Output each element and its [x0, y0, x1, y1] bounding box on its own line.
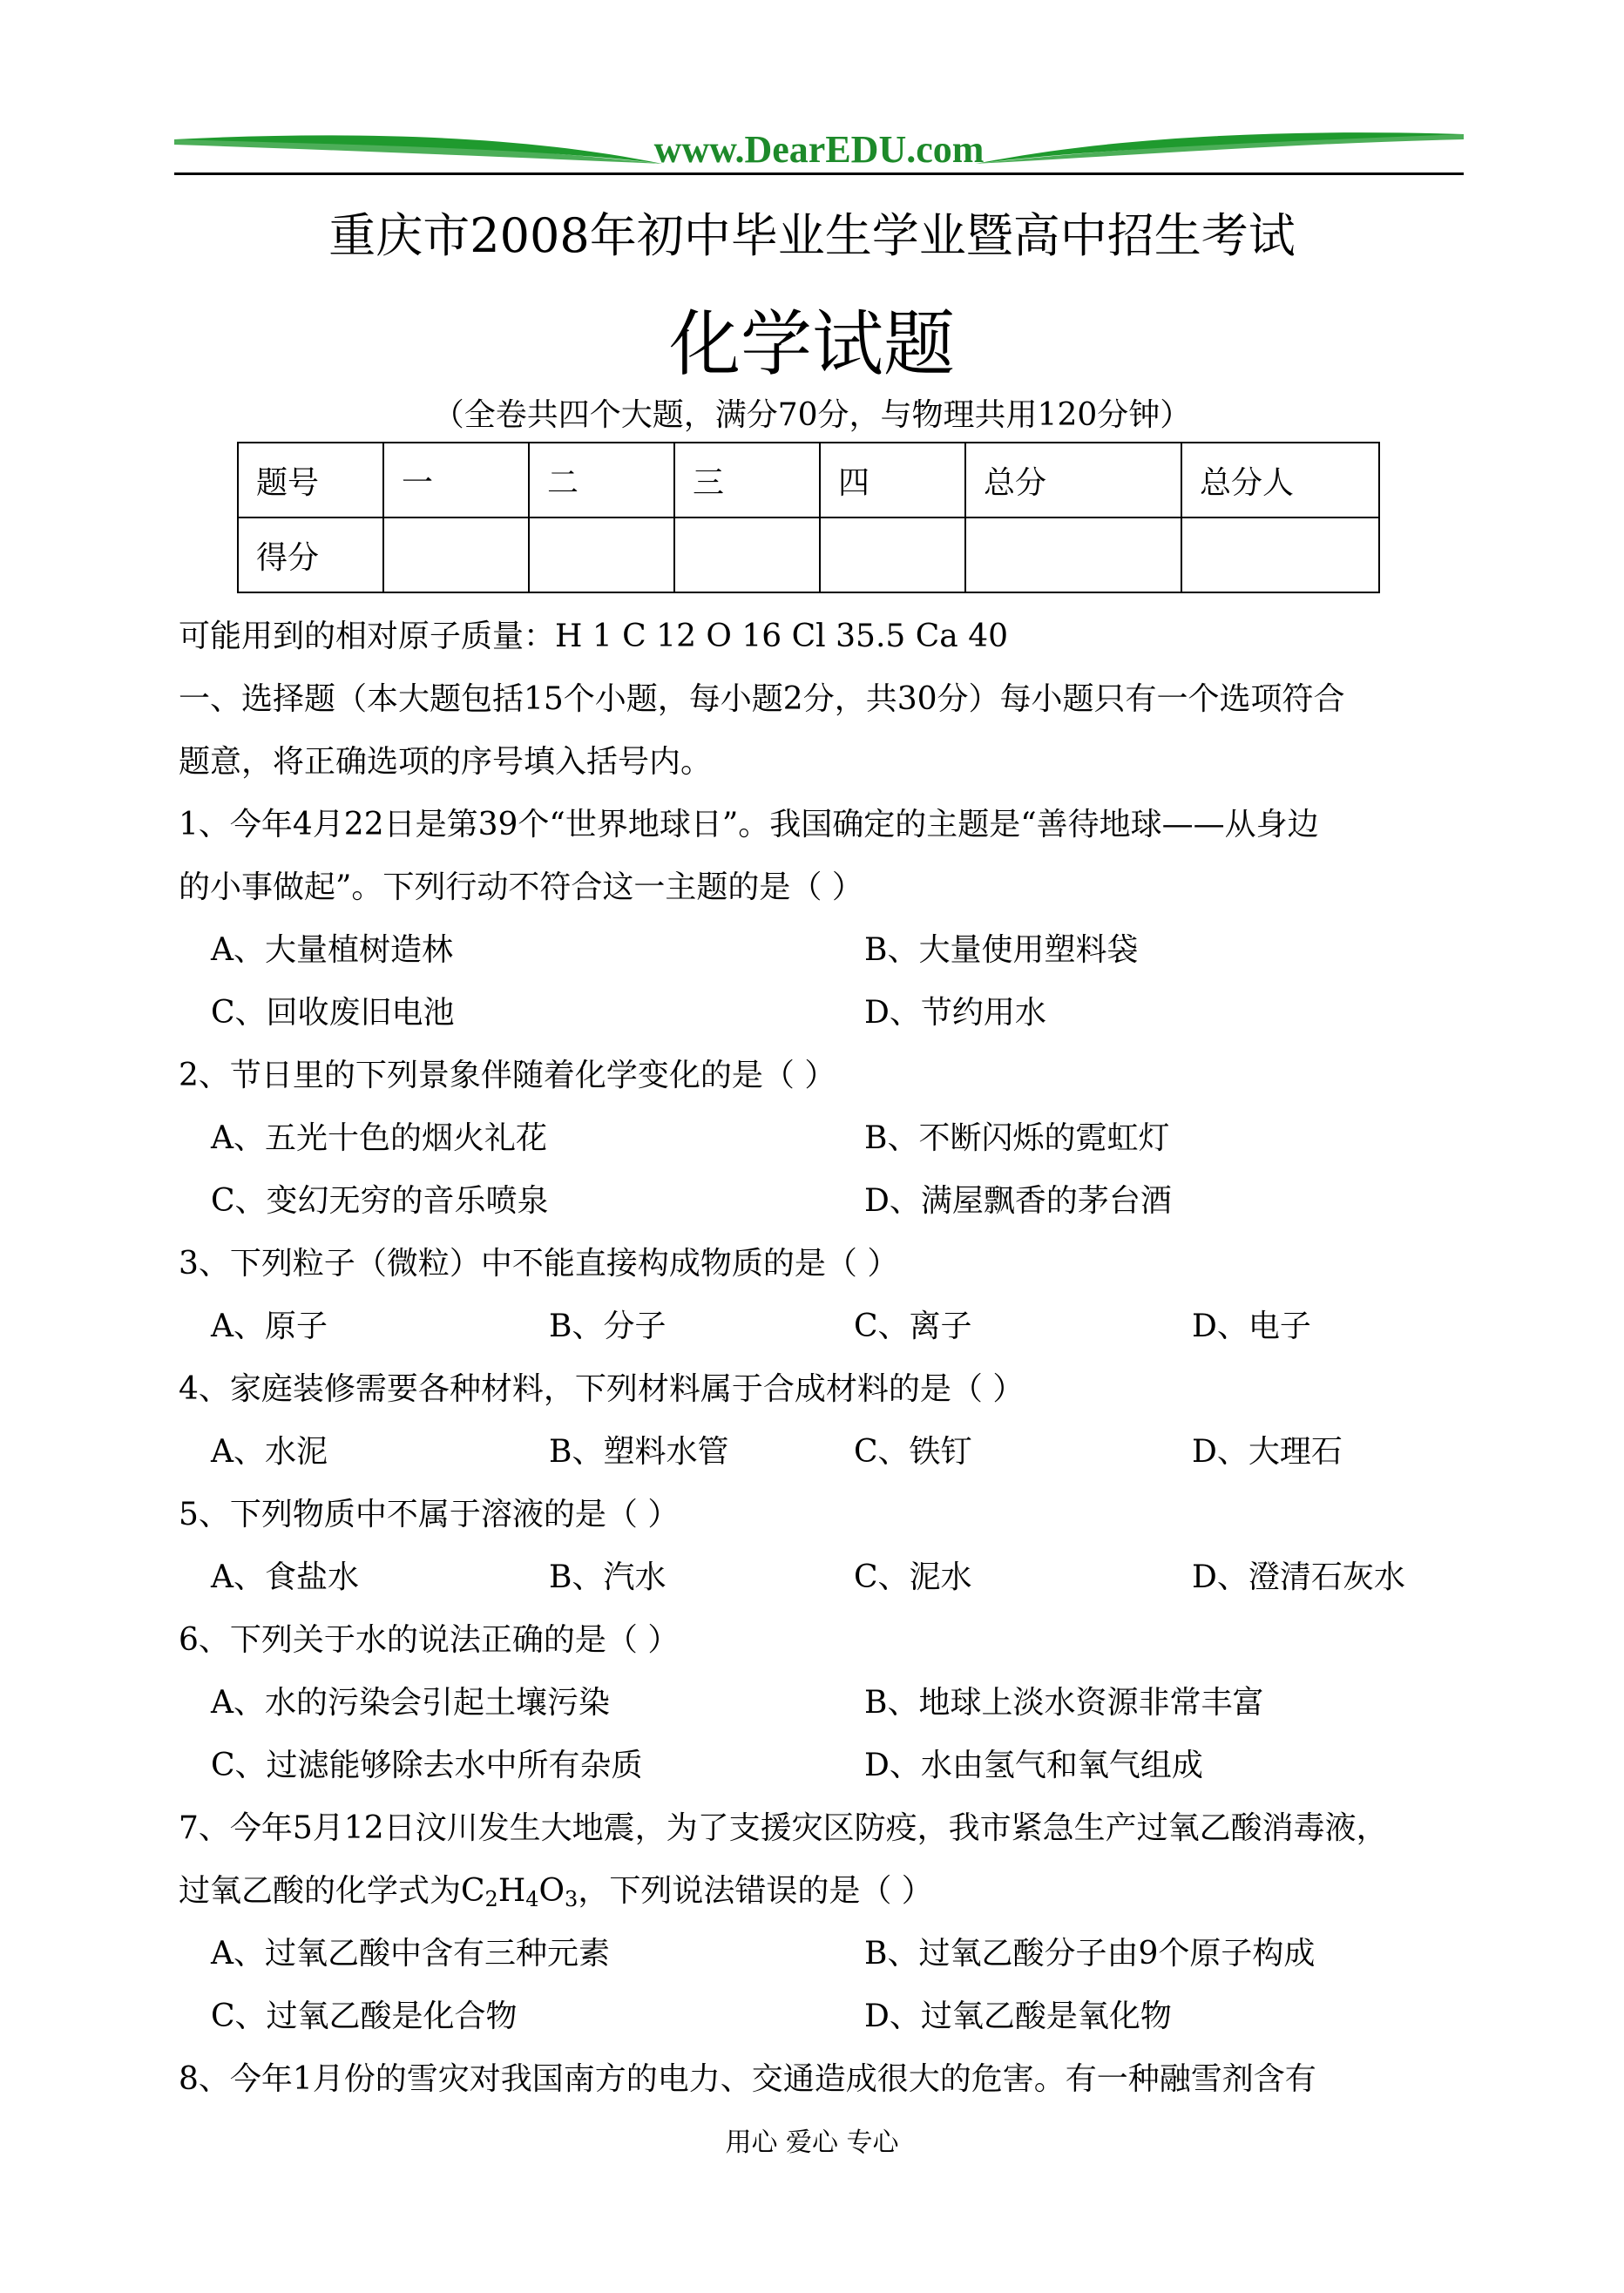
option-b: B、大量使用塑料袋: [864, 932, 1139, 968]
score-entry-cell[interactable]: [820, 517, 965, 592]
exam-note: （全卷共四个大题，满分70分，与物理共用120分钟）: [432, 397, 1192, 433]
table-cell: 四: [820, 443, 965, 517]
question-stem: 的小事做起”。下列行动不符合这一主题的是（ ）: [179, 869, 863, 905]
option-a: A、过氧乙酸中含有三种元素: [211, 1936, 610, 1972]
table-cell: 总分人: [1181, 443, 1379, 517]
table-cell: 一: [383, 443, 529, 517]
option-b: B、汽水: [549, 1559, 667, 1595]
option-d: D、水由氢气和氧气组成: [864, 1748, 1203, 1783]
option-c: C、离子: [854, 1309, 972, 1344]
score-entry-cell[interactable]: [1181, 517, 1379, 592]
table-cell: 题号: [238, 443, 383, 517]
option-d: D、满屋飘香的茅台酒: [864, 1183, 1172, 1219]
score-table-header-row: [238, 443, 1379, 517]
table-cell: 总分: [965, 443, 1181, 517]
question-stem: 5、下列物质中不属于溶液的是（ ）: [179, 1497, 680, 1532]
option-a: A、食盐水: [211, 1559, 359, 1595]
option-c: C、变幻无穷的音乐喷泉: [211, 1183, 549, 1219]
option-b: B、塑料水管: [549, 1434, 729, 1470]
table-cell: 得分: [238, 517, 383, 592]
header-rule: [174, 172, 1464, 175]
question-stem: 6、下列关于水的说法正确的是（ ）: [179, 1622, 680, 1658]
page-footer: 用心 爱心 专心: [725, 2127, 899, 2158]
question-stem: 7、今年5月12日汶川发生大地震，为了支援灾区防疫，我市紧急生产过氧乙酸消毒液，: [179, 1810, 1388, 1846]
option-c: C、泥水: [854, 1559, 972, 1595]
stem-text: 过氧乙酸的化学式为C: [179, 1873, 485, 1909]
score-table: [237, 442, 1380, 593]
score-entry-cell[interactable]: [529, 517, 674, 592]
formula-element: H: [497, 1873, 526, 1909]
logo-text: www.DearEDU.com: [653, 128, 985, 171]
question-stem: 8、今年1月份的雪灾对我国南方的电力、交通造成很大的危害。有一种融雪剂含有: [179, 2061, 1316, 2097]
formula-subscript: 2: [484, 1887, 498, 1911]
score-entry-cell[interactable]: [965, 517, 1181, 592]
option-b: B、地球上淡水资源非常丰富: [864, 1685, 1264, 1721]
section-instructions-cont: 题意，将正确选项的序号填入括号内。: [179, 744, 713, 780]
option-a: A、水泥: [211, 1434, 328, 1470]
formula-element: O: [538, 1873, 565, 1909]
table-cell: 二: [529, 443, 674, 517]
score-entry-cell[interactable]: [383, 517, 529, 592]
exam-title: 重庆市2008年初中毕业生学业暨高中招生考试: [328, 208, 1296, 263]
option-a: A、五光十色的烟火礼花: [211, 1120, 547, 1156]
option-c: C、过氧乙酸是化合物: [211, 1999, 518, 2034]
option-d: D、大理石: [1192, 1434, 1343, 1470]
formula-subscript: 4: [525, 1887, 539, 1911]
subject-title: 化学试题: [668, 303, 955, 386]
option-b: B、过氧乙酸分子由9个原子构成: [864, 1936, 1316, 1972]
option-c: C、铁钉: [854, 1434, 972, 1470]
question-stem: 4、家庭装修需要各种材料，下列材料属于合成材料的是（ ）: [179, 1371, 1025, 1407]
table-cell: 三: [674, 443, 820, 517]
option-a: A、原子: [211, 1309, 328, 1344]
formula-subscript: 3: [565, 1887, 579, 1911]
option-d: D、电子: [1192, 1309, 1311, 1344]
option-d: D、澄清石灰水: [1192, 1559, 1405, 1595]
option-b: B、不断闪烁的霓虹灯: [864, 1120, 1170, 1156]
question-stem: 2、节日里的下列景象伴随着化学变化的是（ ）: [179, 1058, 836, 1093]
option-a: A、大量植树造林: [211, 932, 453, 968]
stem-text: ，下列说法错误的是（ ）: [578, 1873, 933, 1909]
option-d: D、过氧乙酸是氧化物: [864, 1999, 1172, 2034]
option-b: B、分子: [549, 1309, 667, 1344]
question-stem: 3、下列粒子（微粒）中不能直接构成物质的是（ ）: [179, 1246, 899, 1282]
site-logo: [174, 122, 1464, 174]
score-entry-cell[interactable]: [674, 517, 820, 592]
option-c: C、过滤能够除去水中所有杂质: [211, 1748, 643, 1783]
section-instructions: 一、选择题（本大题包括15个小题，每小题2分，共30分）每小题只有一个选项符合: [179, 681, 1345, 717]
option-c: C、回收废旧电池: [211, 995, 455, 1031]
atomic-mass-line: 可能用到的相对原子质量：H 1 C 12 O 16 Cl 35.5 Ca 40: [179, 619, 1008, 654]
score-table-score-row: [238, 517, 1379, 592]
option-d: D、节约用水: [864, 995, 1046, 1031]
question-stem: 1、今年4月22日是第39个“世界地球日”。我国确定的主题是“善待地球——从身边: [179, 807, 1319, 842]
option-a: A、水的污染会引起土壤污染: [211, 1685, 610, 1721]
question-stem-formula: [179, 1866, 933, 1911]
logo-swoosh-icon: [174, 122, 1464, 174]
